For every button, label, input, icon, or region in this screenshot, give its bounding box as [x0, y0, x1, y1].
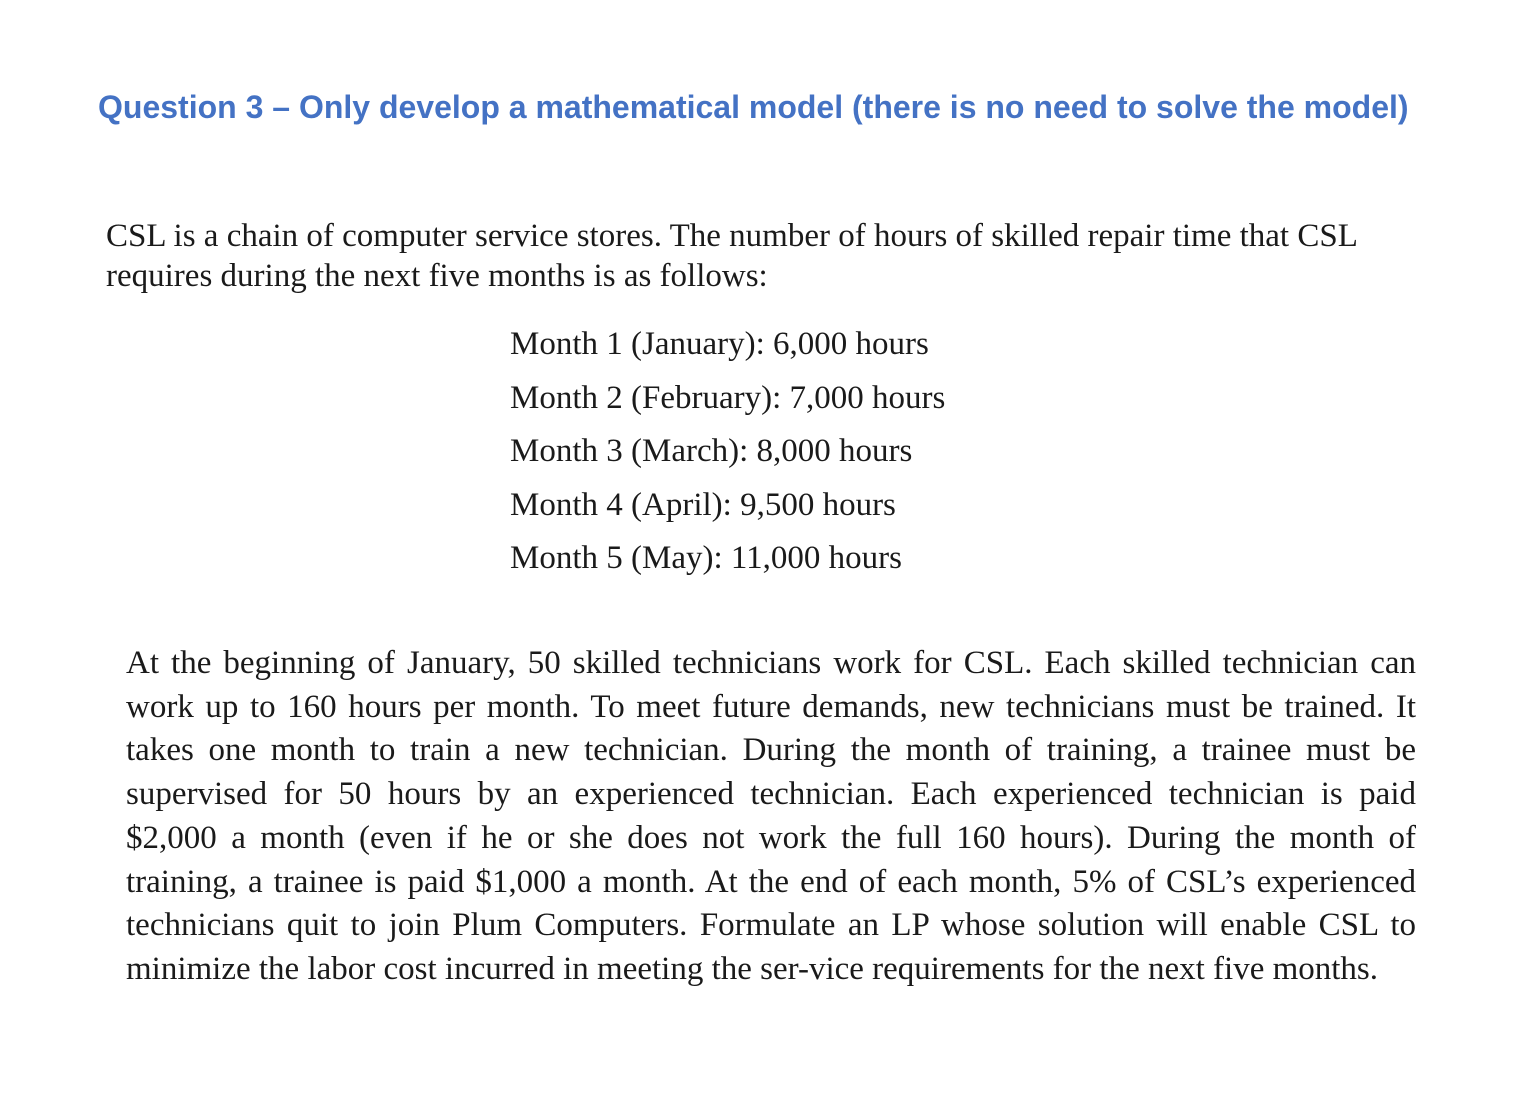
month-requirement: Month 2 (February): 7,000 hours [510, 379, 946, 416]
problem-statement-paragraph: At the beginning of January, 50 skilled technicians work for CSL. Each skilled technician can work up to 160 hours per month. To meet future demands, new technicians must be trained. It takes one month to train a new technician. During the month of training, a trainee must be supervised for 50 hours by an experienced technician. Each experienced technician is paid $2,000 a month (even if he or she does not work the full 160 hours). During the month of training, a trainee is paid $1,000 a month. At the end of each month, 5% of CSL’s experienced technicians quit to join Plum Computers. Formulate an LP whose solution will enable CSL to minimize the labor cost incurred in meeting the ser-vice requirements for the next five months. [126, 645, 1416, 987]
monthly-requirements-list [510, 318, 945, 586]
month-requirement: Month 5 (May): 11,000 hours [510, 540, 903, 576]
month-requirement: Month 3 (March): 8,000 hours [510, 433, 913, 469]
month-requirement: Month 1 (January): 6,000 hours [510, 326, 929, 362]
intro-paragraph: CSL is a chain of computer service stores. The number of hours of skilled repair time that CSL requires during the next five months is as follows: [106, 218, 1357, 294]
month-requirement: Month 4 (April): 9,500 hours [510, 486, 896, 523]
question-heading: Question 3 – Only develop a mathematical model (there is no need to solve the model) [98, 89, 1409, 125]
